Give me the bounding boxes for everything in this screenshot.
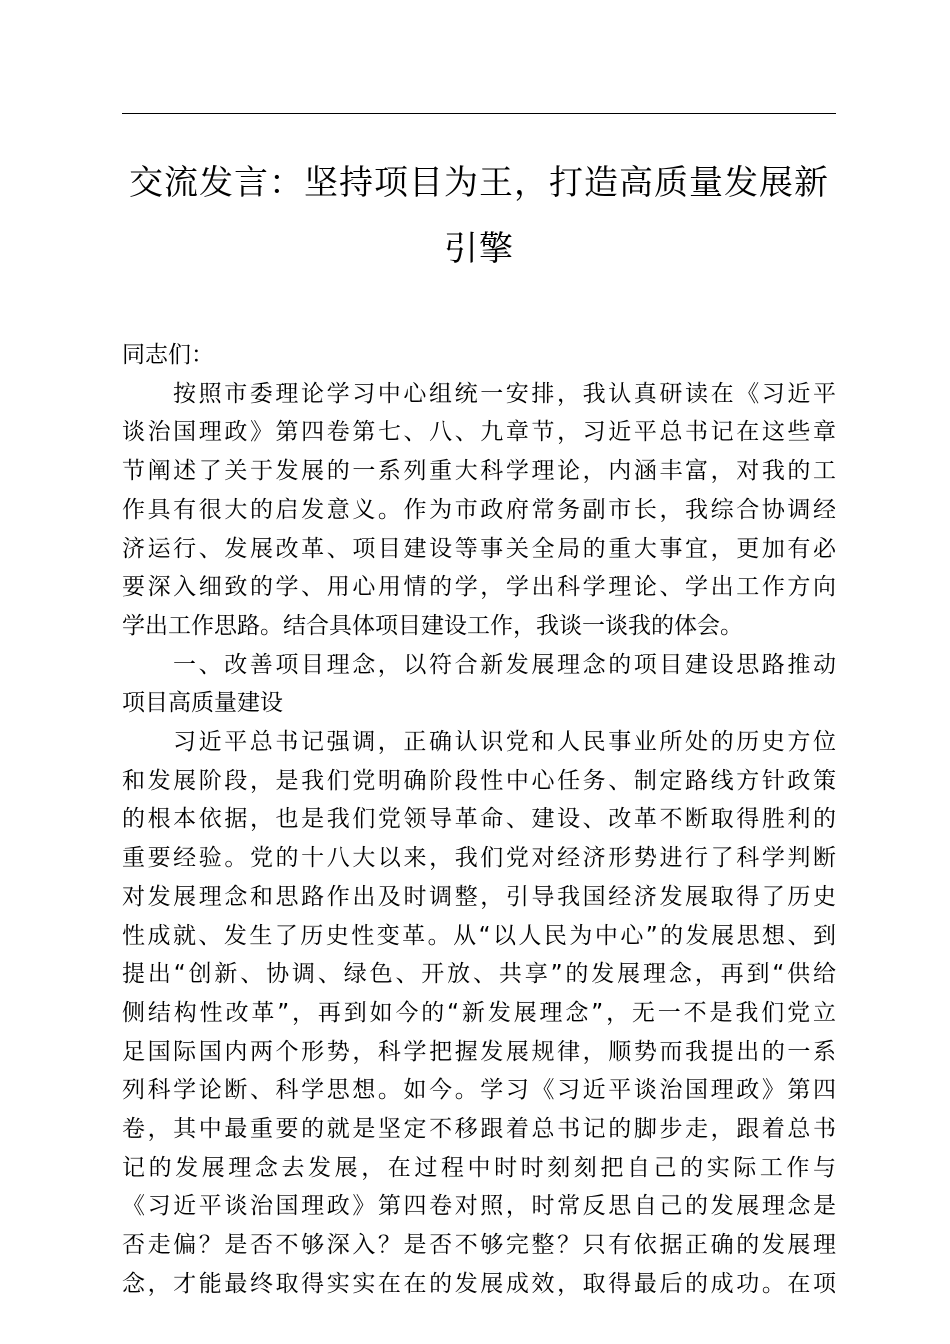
body-line: 重要经验。党的十八大以来，我们党对经济形势进行了科学判断	[122, 845, 836, 872]
body-line: 足国际国内两个形势，科学把握发展规律，顺势而我提出的一系	[122, 1038, 836, 1065]
salutation: 同志们：	[122, 342, 214, 368]
body-line: 《习近平谈治国理政》第四卷对照，时常反思自己的发展理念是	[122, 1193, 836, 1220]
body-line: 习近平总书记强调，正确认识党和人民事业所处的历史方位	[173, 729, 836, 756]
section-heading-line: 一、改善项目理念，以符合新发展理念的项目建设思路推动	[173, 651, 836, 678]
body-line: 要深入细致的学、用心用情的学，学出科学理论、学出工作方向	[122, 574, 836, 601]
body-line: 学出工作思路。结合具体项目建设工作，我谈一谈我的体会。	[122, 612, 743, 639]
header-rule	[122, 113, 836, 114]
body-line: 否走偏？是否不够深入？是否不够完整？只有依据正确的发展理	[122, 1232, 836, 1259]
body-line: 列科学论断、科学思想。如今。学习《习近平谈治国理政》第四	[122, 1077, 836, 1104]
document-title	[118, 150, 840, 282]
body-line: 对发展理念和思路作出及时调整，引导我国经济发展取得了历史	[122, 883, 836, 910]
body-line: 提出“创新、协调、绿色、开放、共享”的发展理念，再到“供给	[122, 961, 836, 988]
section-heading-line: 项目高质量建设	[122, 690, 283, 717]
body-line: 作具有很大的启发意义。作为市政府常务副市长，我综合协调经	[122, 496, 836, 523]
body-line: 记的发展理念去发展，在过程中时时刻刻把自己的实际工作与	[122, 1154, 836, 1181]
document-body	[122, 336, 836, 1304]
body-line: 和发展阶段，是我们党明确阶段性中心任务、制定路线方针政策	[122, 767, 836, 794]
title-line: 交流发言：坚持项目为王，打造高质量发展新	[129, 163, 829, 203]
body-line: 念，才能最终取得实实在在的发展成效，取得最后的成功。在项	[122, 1270, 836, 1297]
body-line: 谈治国理政》第四卷第七、八、九章节，习近平总书记在这些章	[122, 419, 836, 446]
body-line: 济运行、发展改革、项目建设等事关全局的重大事宜，更加有必	[122, 535, 836, 562]
body-line: 卷，其中最重要的就是坚定不移跟着总书记的脚步走，跟着总书	[122, 1116, 836, 1143]
title-line: 引擎	[444, 229, 514, 269]
body-line: 侧结构性改革”，再到如今的“新发展理念”，无一不是我们党立	[122, 999, 836, 1026]
body-line: 节阐述了关于发展的一系列重大科学理论，内涵丰富，对我的工	[122, 458, 836, 485]
body-line: 性成就、发生了历史性变革。从“以人民为中心”的发展思想、到	[122, 922, 836, 949]
body-line: 按照市委理论学习中心组统一安排，我认真研读在《习近平	[173, 380, 836, 407]
body-line: 的根本依据，也是我们党领导革命、建设、改革不断取得胜利的	[122, 806, 836, 833]
